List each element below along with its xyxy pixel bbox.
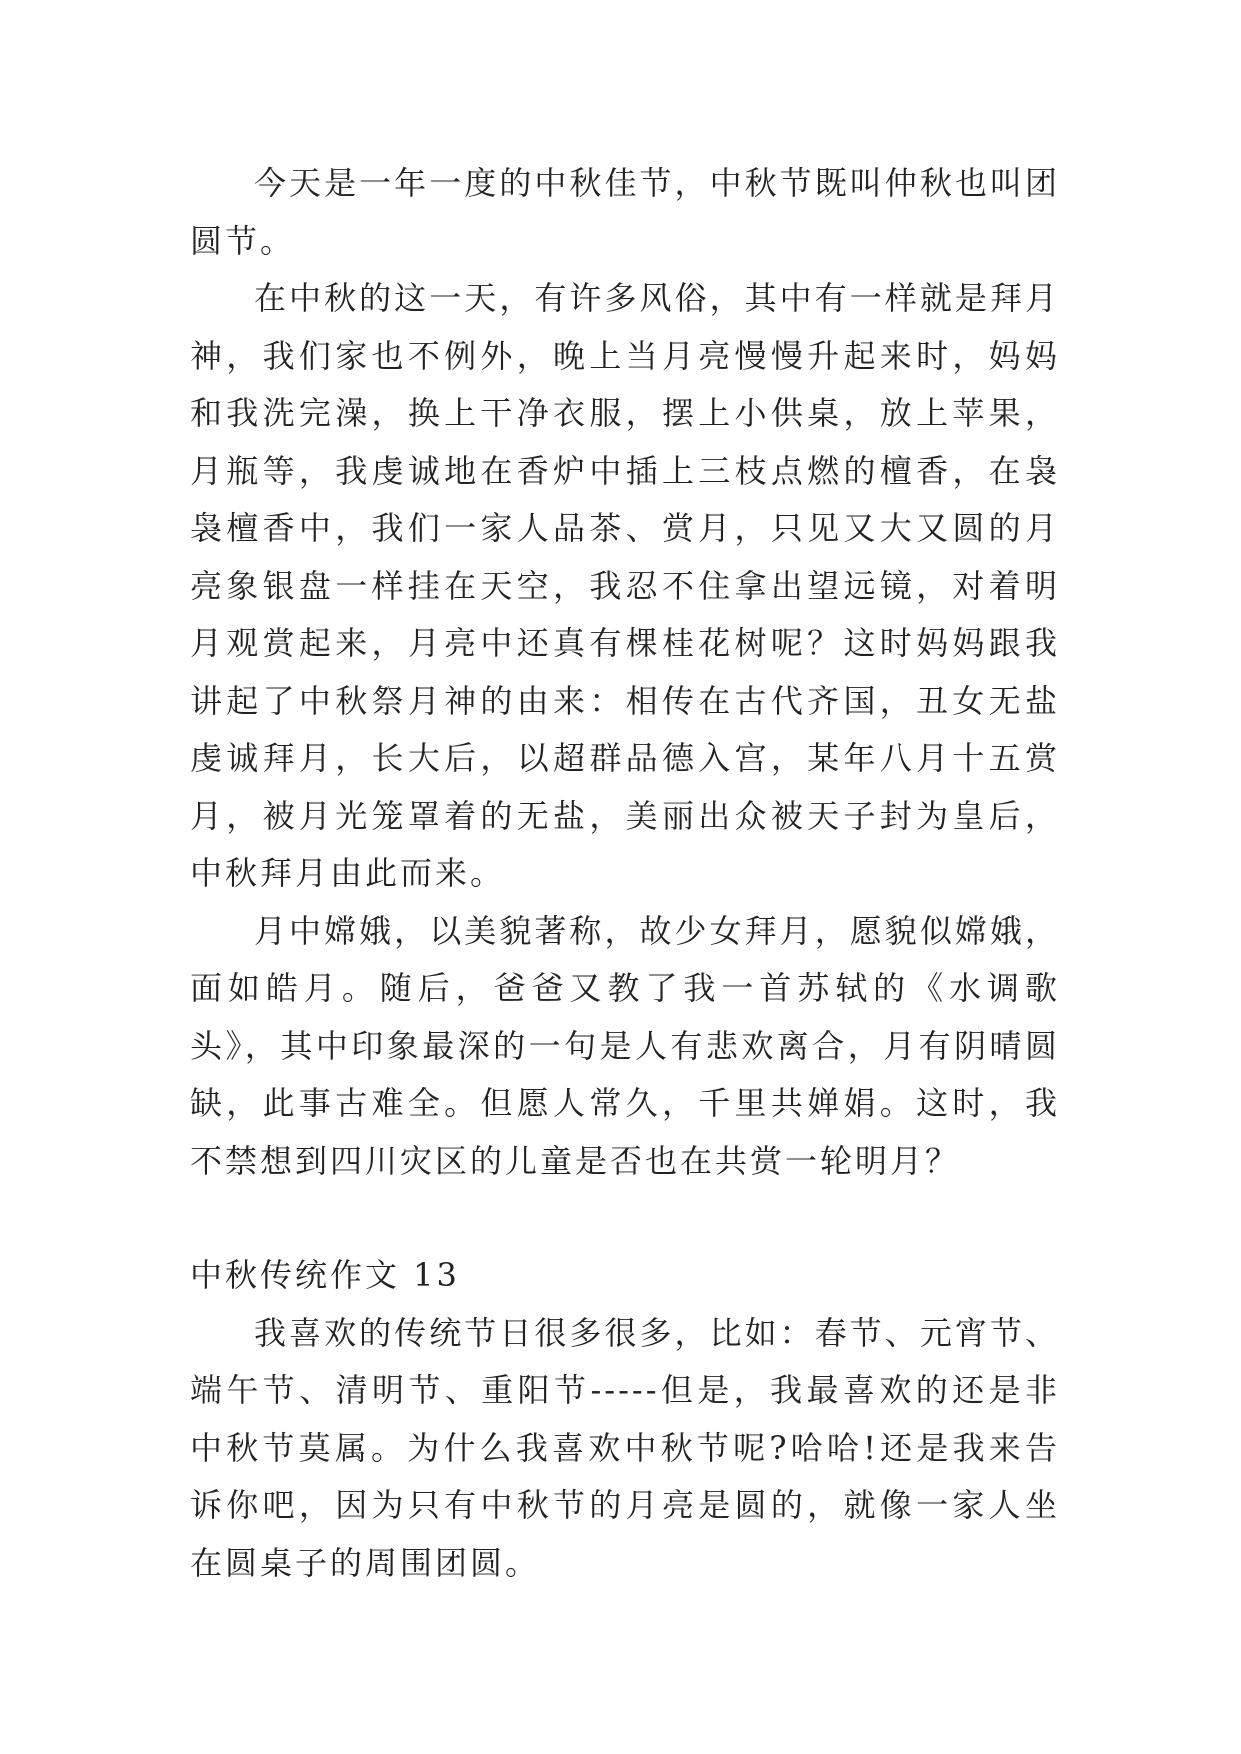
paragraph-moon-worship: 在中秋的这一天，有许多风俗，其中有一样就是拜月神，我们家也不例外，晚上当月亮慢慢升起来时，妈妈和我洗完澡，换上干净衣服，摆上小供桌，放上苹果，月瓶等，我虔诚地在香炉中插上三枝点燃的檀香，在袅袅檀香中，我们一家人品茶、赏月，只见又大又圆的月亮象银盘一样挂在天空，我忍不住拿出望远镜，对着明月观赏起来，月亮中还真有棵桂花树呢？这时妈妈跟我讲起了中秋祭月神的由来：相传在古代齐国，丑女无盐虔诚拜月，长大后，以超群品德入宫，某年八月十五赏月，被月光笼罩着的无盐，美丽出众被天子封为皇后，中秋拜月由此而来。 — [190, 279, 1060, 892]
paragraph-favorite-festival: 我喜欢的传统节日很多很多，比如：春节、元宵节、端午节、清明节、重阳节-----但是，我最喜欢的还是非中秋节莫属。为什么我喜欢中秋节呢?哈哈!还是我来告诉你吧，因为只有中秋节的月亮是圆的，就像一家人坐在圆桌子的周围团圆。 — [190, 1313, 1060, 1582]
document-body — [190, 155, 1060, 1592]
paragraph-change-story: 月中嫦娥，以美貌著称，故少女拜月，愿貌似嫦娥，面如皓月。随后，爸爸又教了我一首苏轼的《水调歌头》，其中印象最深的一句是人有悲欢离合，月有阴晴圆缺，此事古难全。但愿人常久，千里共婵娟。这时，我不禁想到四川灾区的儿童是否也在共赏一轮明月？ — [190, 911, 1060, 1180]
section-title: 中秋传统作文 13 — [190, 1256, 460, 1294]
paragraph-mid-autumn-intro: 今天是一年一度的中秋佳节，中秋节既叫仲秋也叫团圆节。 — [190, 164, 1060, 260]
